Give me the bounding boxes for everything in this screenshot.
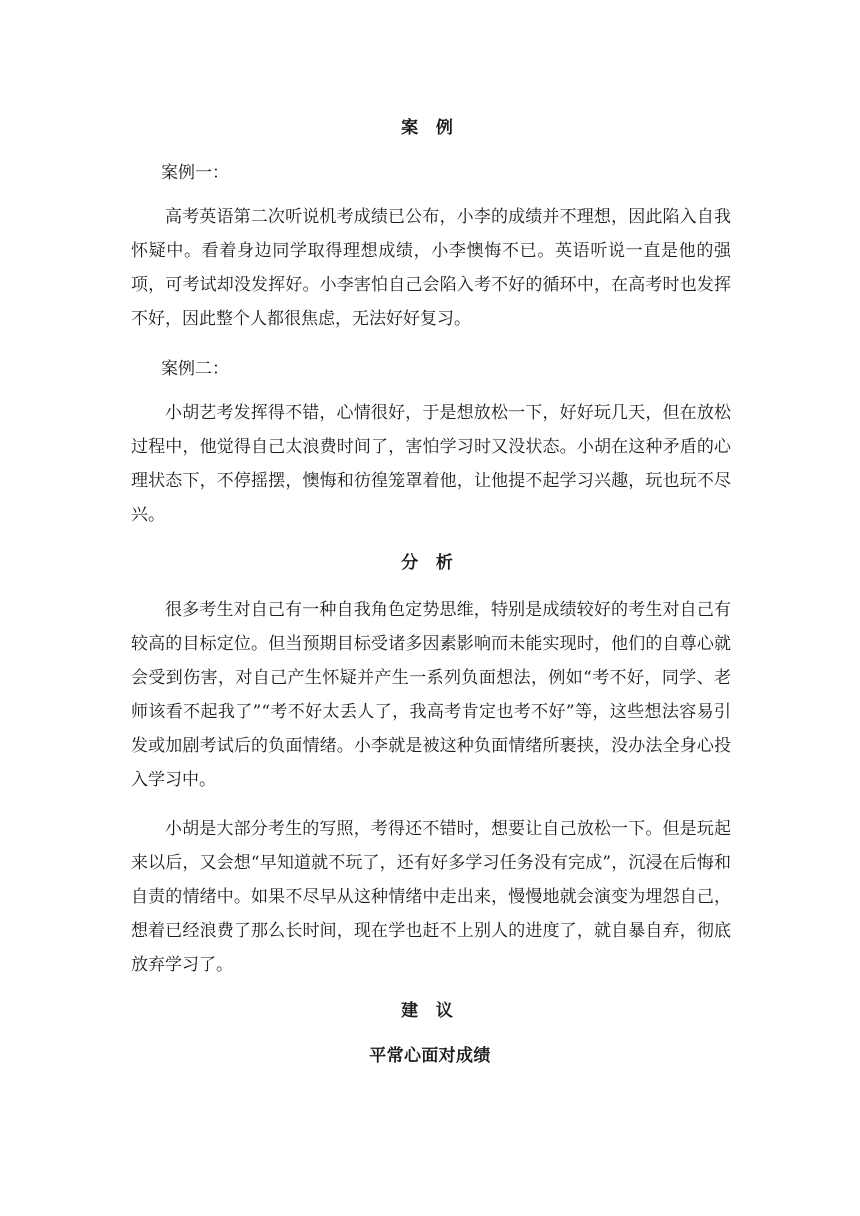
case1-paragraph: 高考英语第二次听说机考成绩已公布，小李的成绩并不理想，因此陷入自我怀疑中。看着身边同学取得理想成绩，小李懊悔不已。英语听说一直是他的强项，可考试却没发挥好。小李害怕自己会陷入考不好的循环中，在高考时也发挥不好，因此整个人都很焦虑，无法好好复习。 <box>131 207 731 329</box>
case2-label: 案例二： <box>161 359 229 379</box>
case2-paragraph: 小胡艺考发挥得不错，心情很好，于是想放松一下，好好玩几天，但在放松过程中，他觉得自己太浪费时间了，害怕学习时又没状态。小胡在这种矛盾的心理状态下，不停摇摆，懊悔和彷徨笼罩着他，让他提不起学习兴趣，玩也玩不尽兴。 <box>131 403 731 525</box>
cases-heading: 案 例 <box>401 118 459 138</box>
analysis-paragraph-1: 很多考生对自己有一种自我角色定势思维，特别是成绩较好的考生对自己有较高的目标定位。但当预期目标受诸多因素影响而未能实现时，他们的自尊心就会受到伤害，对自己产生怀疑并产生一系列负面想法，例如“考不好，同学、老师该看不起我了”“考不好太丢人了，我高考肯定也考不好”等，这些想法容易引发或加剧考试后的负面情绪。小李就是被这种负面情绪所裹挟，没办法全身心投入学习中。 <box>131 600 731 790</box>
advice-subheading: 平常心面对成绩 <box>369 1046 491 1066</box>
advice-heading: 建 议 <box>401 1001 459 1021</box>
analysis-heading: 分 析 <box>401 553 459 573</box>
case1-label: 案例一： <box>161 163 229 183</box>
analysis-paragraph-2: 小胡是大部分考生的写照，考得还不错时，想要让自己放松一下。但是玩起来以后，又会想“早知道就不玩了，还有好多学习任务没有完成”，沉浸在后悔和自责的情绪中。如果不尽早从这种情绪中走出来，慢慢地就会演变为埋怨自己，想着已经浪费了那么长时间，现在学也赶不上别人的进度了，就自暴自弃，彻底放弃学习了。 <box>131 819 731 975</box>
